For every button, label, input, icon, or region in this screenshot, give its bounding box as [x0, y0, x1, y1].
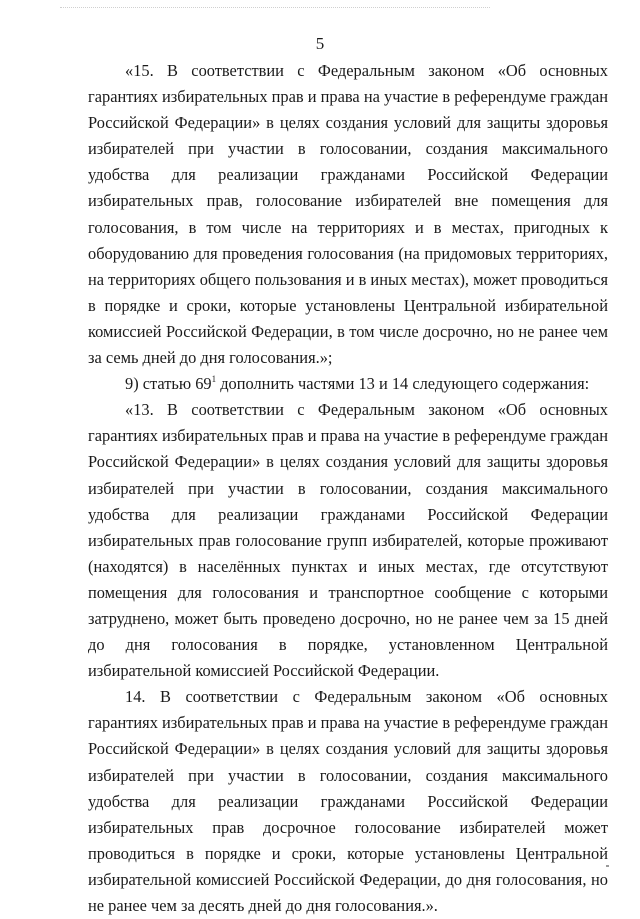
- paragraph-article-14: 14. В соответствии с Федеральным законом «Об основных гарантиях избирательных прав и права на участие в референдуме граждан Российской Федерации» в целях создания условий для защиты здоровья избирателей при участии в голосовании, создания максимального удобства для реализации гражданами Российской Федерации избирательных прав досрочное голосование избирателей может проводиться в порядке и сроки, которые установлены Центральной избирательной комиссией Российской Федерации, до дня голосования, но не ранее чем за десять дней до дня голосования.».: [88, 687, 608, 915]
- document-body: [88, 58, 608, 919]
- amendment-item-text-after: дополнить частями 13 и 14 следующего содержания:: [216, 374, 590, 394]
- paragraph-article-13: «13. В соответствии с Федеральным законом «Об основных гарантиях избирательных прав и права на участие в референдуме граждан Российской Федерации» в целях создания условий для защиты здоровья избирателей при участии в голосовании, создания максимального удобства для реализации гражданами Российской Федерации избирательных прав голосование групп избирателей, которые проживают (находятся) в населённых пунктах и иных местах, где отсутствуют помещения для голосования и транспортное сообщение с которыми затруднено, может быть проведено досрочно, но не ранее чем за 15 дней до дня голосования в порядке, установленном Центральной избирательной комиссией Российской Федерации.: [88, 400, 608, 681]
- article-superscript: 1: [211, 374, 217, 385]
- page-number: 5: [315, 34, 325, 53]
- paragraph-article-15: «15. В соответствии с Федеральным законом «Об основных гарантиях избирательных прав и права на участие в референдуме граждан Российской Федерации» в целях создания условий для защиты здоровья избирателей при участии в голосовании, создания максимального удобства для реализации гражданами Российской Федерации избирательных прав, голосование избирателей вне помещения для голосования, в том числе на территориях и в местах, пригодных к оборудованию для проведения голосования (на придомовых территориях, на территориях общего пользования и в иных местах), может проводиться в порядке и сроки, которые установлены Центральной избирательной комиссией Российской Федерации, в том числе досрочно, но не ранее чем за семь дней до дня голосования.»;: [88, 61, 608, 368]
- scan-noise-top: [60, 7, 490, 13]
- amendment-item-text-before: 9) статью 69: [125, 374, 212, 394]
- scan-mark: [606, 865, 609, 867]
- paragraph-amendment-item-9: [88, 371, 608, 397]
